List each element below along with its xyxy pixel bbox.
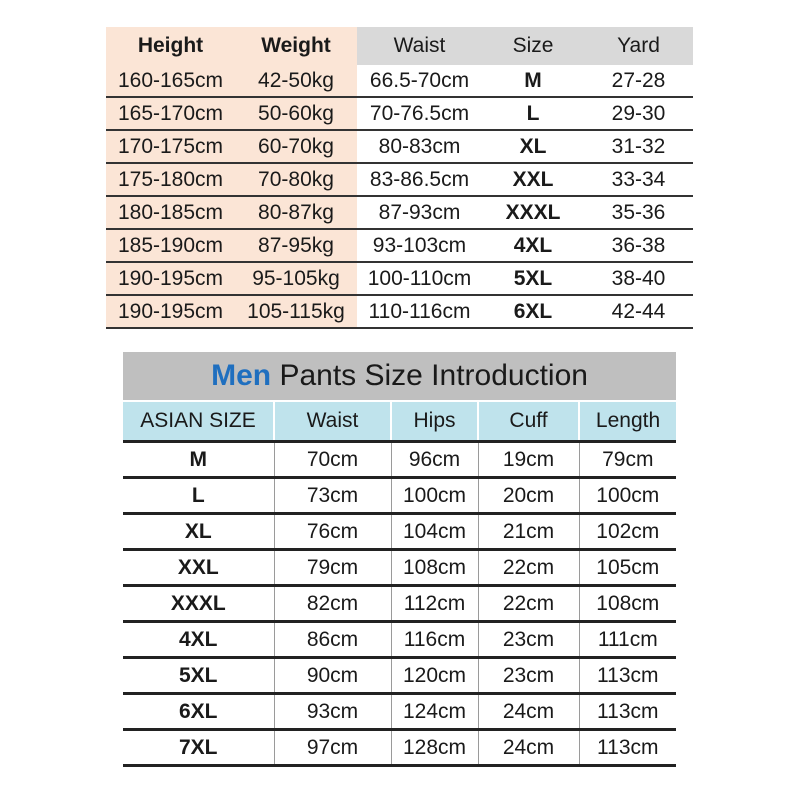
cuff-cell: 22cm [478,586,579,622]
asian-size-cell: XXL [123,550,274,586]
pants-size-row [123,694,676,730]
yard-cell: 36-38 [584,229,693,262]
waist-cell: 93-103cm [357,229,482,262]
height-cell: 165-170cm [106,97,235,130]
height-cell: 190-195cm [106,295,235,328]
pants-waist-cell: 97cm [274,730,391,766]
size-cell: XXL [482,163,584,196]
weight-cell: 70-80kg [235,163,357,196]
height-cell: 190-195cm [106,262,235,295]
yard-cell: 33-34 [584,163,693,196]
weight-header: Weight [235,27,357,65]
hips-cell: 112cm [391,586,478,622]
hips-cell: 108cm [391,550,478,586]
cuff-header: Cuff [478,401,579,442]
size-cell: L [482,97,584,130]
pants-waist-cell: 76cm [274,514,391,550]
yard-cell: 35-36 [584,196,693,229]
title-highlight: Men [211,359,272,392]
asian-size-cell: 7XL [123,730,274,766]
body-size-row [106,130,693,163]
body-size-row [106,65,693,97]
size-cell: 6XL [482,295,584,328]
cuff-cell: 20cm [478,478,579,514]
length-cell: 111cm [579,622,676,658]
size-cell: 4XL [482,229,584,262]
yard-cell: 31-32 [584,130,693,163]
waist-cell: 100-110cm [357,262,482,295]
length-cell: 113cm [579,694,676,730]
hips-cell: 124cm [391,694,478,730]
waist-cell: 87-93cm [357,196,482,229]
pants-table-title [123,352,676,401]
pants-size-row [123,622,676,658]
title-rest: Pants Size Introduction [279,359,588,392]
body-size-row [106,295,693,328]
pants-size-row [123,658,676,694]
weight-cell: 60-70kg [235,130,357,163]
pants-size-row [123,478,676,514]
body-size-row [106,196,693,229]
pants-waist-cell: 93cm [274,694,391,730]
height-cell: 180-185cm [106,196,235,229]
length-header: Length [579,401,676,442]
pants-size-row [123,586,676,622]
yard-cell: 27-28 [584,65,693,97]
waist-cell: 70-76.5cm [357,97,482,130]
yard-cell: 38-40 [584,262,693,295]
asian-size-cell: XXXL [123,586,274,622]
hips-cell: 100cm [391,478,478,514]
cuff-cell: 23cm [478,658,579,694]
length-cell: 102cm [579,514,676,550]
weight-cell: 87-95kg [235,229,357,262]
hips-cell: 96cm [391,442,478,478]
pants-waist-cell: 73cm [274,478,391,514]
size-cell: XXXL [482,196,584,229]
pants-waist-cell: 86cm [274,622,391,658]
body-size-row [106,262,693,295]
body-size-row [106,229,693,262]
length-cell: 113cm [579,730,676,766]
asian-size-cell: L [123,478,274,514]
waist-cell: 110-116cm [357,295,482,328]
weight-cell: 50-60kg [235,97,357,130]
cuff-cell: 21cm [478,514,579,550]
length-cell: 113cm [579,658,676,694]
weight-cell: 80-87kg [235,196,357,229]
pants-size-row [123,442,676,478]
size-header: Size [482,27,584,65]
yard-header: Yard [584,27,693,65]
hips-cell: 104cm [391,514,478,550]
asian-size-cell: 6XL [123,694,274,730]
pants-size-table [123,352,676,767]
waist-cell: 66.5-70cm [357,65,482,97]
body-size-row [106,163,693,196]
cuff-cell: 22cm [478,550,579,586]
cuff-cell: 19cm [478,442,579,478]
weight-cell: 105-115kg [235,295,357,328]
height-cell: 170-175cm [106,130,235,163]
hips-header: Hips [391,401,478,442]
height-header: Height [106,27,235,65]
pants-waist-header: Waist [274,401,391,442]
size-cell: M [482,65,584,97]
height-cell: 160-165cm [106,65,235,97]
pants-waist-cell: 82cm [274,586,391,622]
pants-size-row [123,514,676,550]
hips-cell: 128cm [391,730,478,766]
waist-header: Waist [357,27,482,65]
body-size-table [106,27,693,329]
waist-cell: 80-83cm [357,130,482,163]
cuff-cell: 24cm [478,694,579,730]
asian-size-cell: XL [123,514,274,550]
pants-waist-cell: 79cm [274,550,391,586]
yard-cell: 42-44 [584,295,693,328]
waist-cell: 83-86.5cm [357,163,482,196]
height-cell: 185-190cm [106,229,235,262]
pants-title-row [123,352,676,401]
pants-size-row [123,550,676,586]
length-cell: 100cm [579,478,676,514]
length-cell: 79cm [579,442,676,478]
height-cell: 175-180cm [106,163,235,196]
length-cell: 108cm [579,586,676,622]
size-cell: XL [482,130,584,163]
pants-header-row [123,401,676,442]
weight-cell: 42-50kg [235,65,357,97]
cuff-cell: 24cm [478,730,579,766]
asian-size-cell: 4XL [123,622,274,658]
size-cell: 5XL [482,262,584,295]
asian-size-cell: 5XL [123,658,274,694]
yard-cell: 29-30 [584,97,693,130]
hips-cell: 120cm [391,658,478,694]
body-size-row [106,97,693,130]
body-size-header-row [106,27,693,65]
weight-cell: 95-105kg [235,262,357,295]
pants-waist-cell: 70cm [274,442,391,478]
hips-cell: 116cm [391,622,478,658]
asian-size-cell: M [123,442,274,478]
cuff-cell: 23cm [478,622,579,658]
pants-size-row [123,730,676,766]
asian-size-header: ASIAN SIZE [123,401,274,442]
length-cell: 105cm [579,550,676,586]
pants-waist-cell: 90cm [274,658,391,694]
